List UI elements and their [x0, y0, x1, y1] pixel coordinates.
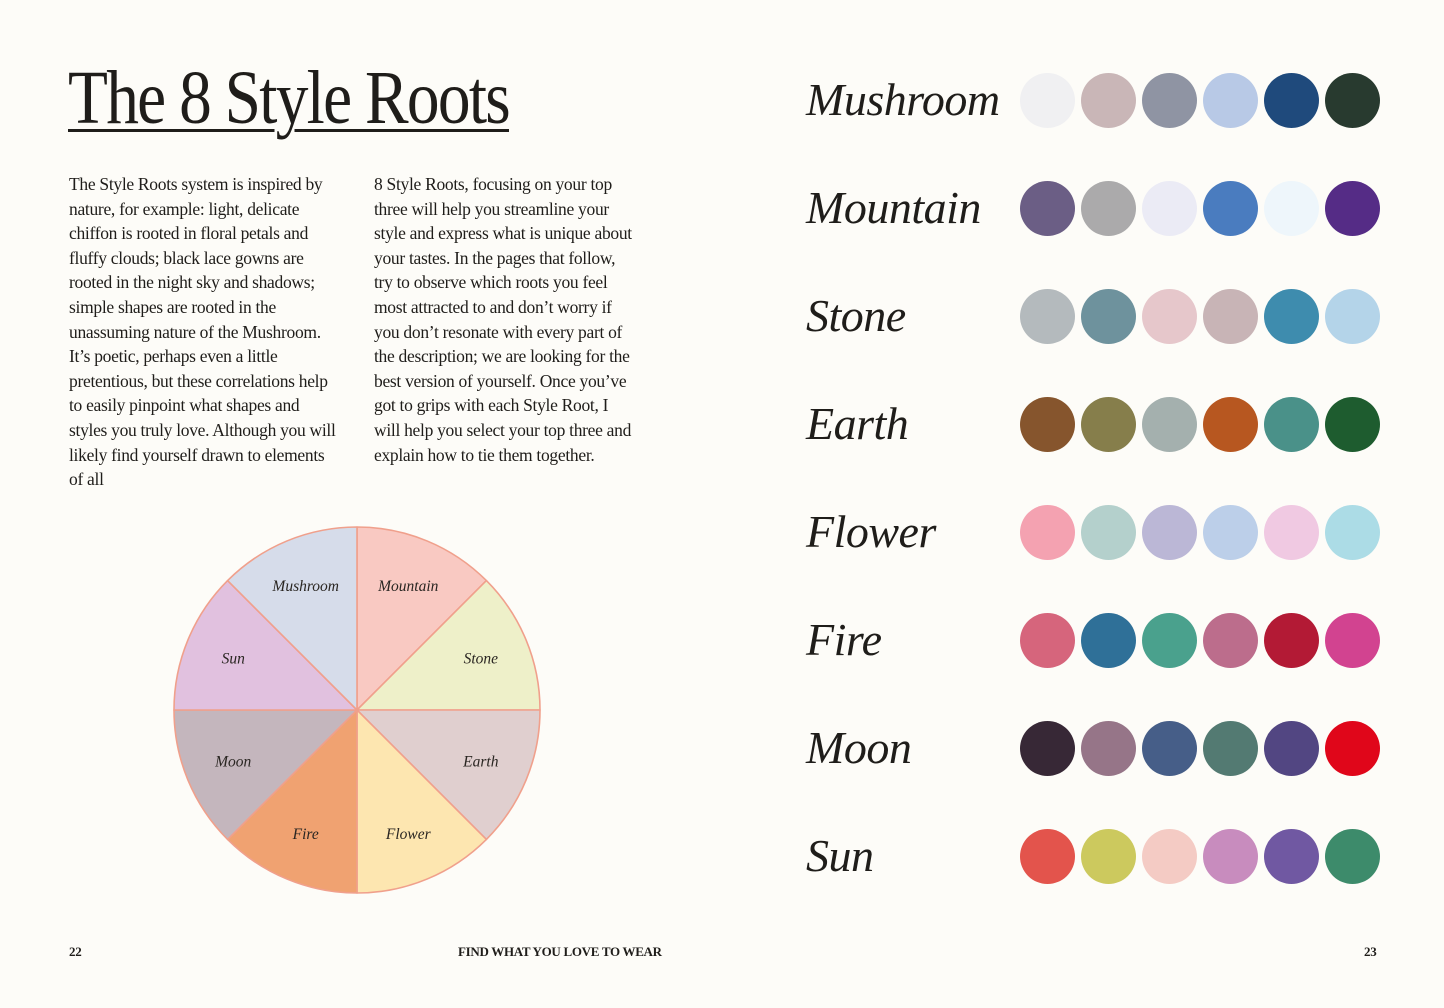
color-swatch — [1081, 397, 1136, 452]
root-row-stone — [806, 286, 1396, 346]
root-name: Moon — [806, 722, 912, 773]
color-swatch — [1325, 505, 1380, 560]
root-name: Flower — [806, 506, 936, 557]
color-swatch — [1142, 505, 1197, 560]
color-swatch — [1142, 721, 1197, 776]
wheel-label-mushroom: Mushroom — [272, 578, 340, 596]
color-swatches — [1020, 289, 1380, 344]
body-column-left — [69, 172, 337, 492]
body-text-left: The Style Roots system is inspired by nature, for example: light, delicate chiffon is rooted in floral petals and fluffy clouds; black lace gowns are rooted in the night sky and shadows; simple shapes are rooted in the unassuming nature of the Mushroom. It’s poetic, perhaps even a little pretentious, but these correlations help to easily pinpoint what shapes and styles you truly love. Although you will likely find yourself drawn to elements of all — [69, 174, 336, 490]
root-row-sun — [806, 826, 1396, 886]
color-swatch — [1325, 397, 1380, 452]
color-swatch — [1203, 73, 1258, 128]
color-swatch — [1020, 181, 1075, 236]
color-swatch — [1264, 289, 1319, 344]
wheel-label-fire: Fire — [292, 825, 319, 843]
root-row-flower — [806, 502, 1396, 562]
color-swatch — [1020, 613, 1075, 668]
wheel-label-stone: Stone — [463, 650, 499, 668]
root-name: Fire — [806, 614, 882, 665]
color-swatch — [1203, 721, 1258, 776]
color-swatches — [1020, 613, 1380, 668]
root-row-fire — [806, 610, 1396, 670]
color-swatch — [1264, 181, 1319, 236]
root-name: Earth — [806, 398, 909, 449]
color-swatch — [1203, 397, 1258, 452]
color-swatch — [1081, 505, 1136, 560]
color-swatch — [1325, 289, 1380, 344]
color-swatch — [1325, 181, 1380, 236]
color-swatch — [1203, 613, 1258, 668]
color-swatch — [1020, 505, 1075, 560]
color-swatch — [1142, 289, 1197, 344]
root-name: Mushroom — [806, 74, 1000, 125]
color-swatches — [1020, 397, 1380, 452]
color-swatch — [1142, 829, 1197, 884]
color-swatch — [1264, 613, 1319, 668]
color-swatch — [1325, 721, 1380, 776]
color-swatch — [1264, 73, 1319, 128]
wheel-label-moon: Moon — [215, 753, 252, 771]
color-swatch — [1020, 289, 1075, 344]
color-swatch — [1203, 289, 1258, 344]
body-text-right: 8 Style Roots, focusing on your top three will help you streamline your style and express what is unique about your tastes. In the pages that follow, try to observe which roots you feel most attracted to and don’t worry if you don’t resonate with every part of the description; we are looking for the best version of yourself. Once you’ve got to grips with each Style Root, I will help you select your top three and explain how to tie them together. — [374, 174, 632, 465]
color-swatch — [1142, 181, 1197, 236]
body-column-right — [374, 172, 636, 467]
color-swatch — [1081, 289, 1136, 344]
color-swatch — [1081, 829, 1136, 884]
root-row-mountain — [806, 178, 1396, 238]
color-swatches — [1020, 73, 1380, 128]
color-swatch — [1020, 397, 1075, 452]
color-swatch — [1203, 181, 1258, 236]
style-roots-wheel — [170, 524, 544, 898]
color-swatch — [1264, 397, 1319, 452]
color-swatch — [1264, 829, 1319, 884]
color-swatches — [1020, 181, 1380, 236]
color-swatch — [1081, 721, 1136, 776]
page-number-left: 22 — [69, 944, 82, 959]
color-swatch — [1203, 505, 1258, 560]
page-title: The 8 Style Roots — [68, 56, 509, 140]
root-name: Sun — [806, 830, 874, 881]
color-swatch — [1325, 829, 1380, 884]
wheel-segments — [174, 527, 540, 893]
root-row-mushroom — [806, 70, 1396, 130]
color-swatches — [1020, 829, 1380, 884]
color-swatch — [1264, 721, 1319, 776]
running-footer-title: FIND WHAT YOU LOVE TO WEAR — [458, 944, 662, 959]
color-swatch — [1020, 73, 1075, 128]
color-swatch — [1142, 73, 1197, 128]
color-swatch — [1020, 829, 1075, 884]
color-swatch — [1325, 613, 1380, 668]
color-swatch — [1142, 613, 1197, 668]
color-swatches — [1020, 505, 1380, 560]
color-swatch — [1325, 73, 1380, 128]
root-row-earth — [806, 394, 1396, 454]
wheel-label-sun: Sun — [221, 650, 245, 668]
wheel-label-mountain: Mountain — [378, 578, 439, 596]
root-name: Stone — [806, 290, 906, 341]
color-swatches — [1020, 721, 1380, 776]
color-swatch — [1081, 73, 1136, 128]
wheel-label-flower: Flower — [385, 825, 431, 843]
color-swatch — [1264, 505, 1319, 560]
root-name: Mountain — [806, 182, 981, 233]
color-swatch — [1020, 721, 1075, 776]
wheel-label-earth: Earth — [463, 753, 499, 771]
color-swatch — [1142, 397, 1197, 452]
root-row-moon — [806, 718, 1396, 778]
page-number-right: 23 — [1364, 944, 1377, 959]
color-swatch — [1081, 613, 1136, 668]
color-swatch — [1081, 181, 1136, 236]
color-swatch — [1203, 829, 1258, 884]
